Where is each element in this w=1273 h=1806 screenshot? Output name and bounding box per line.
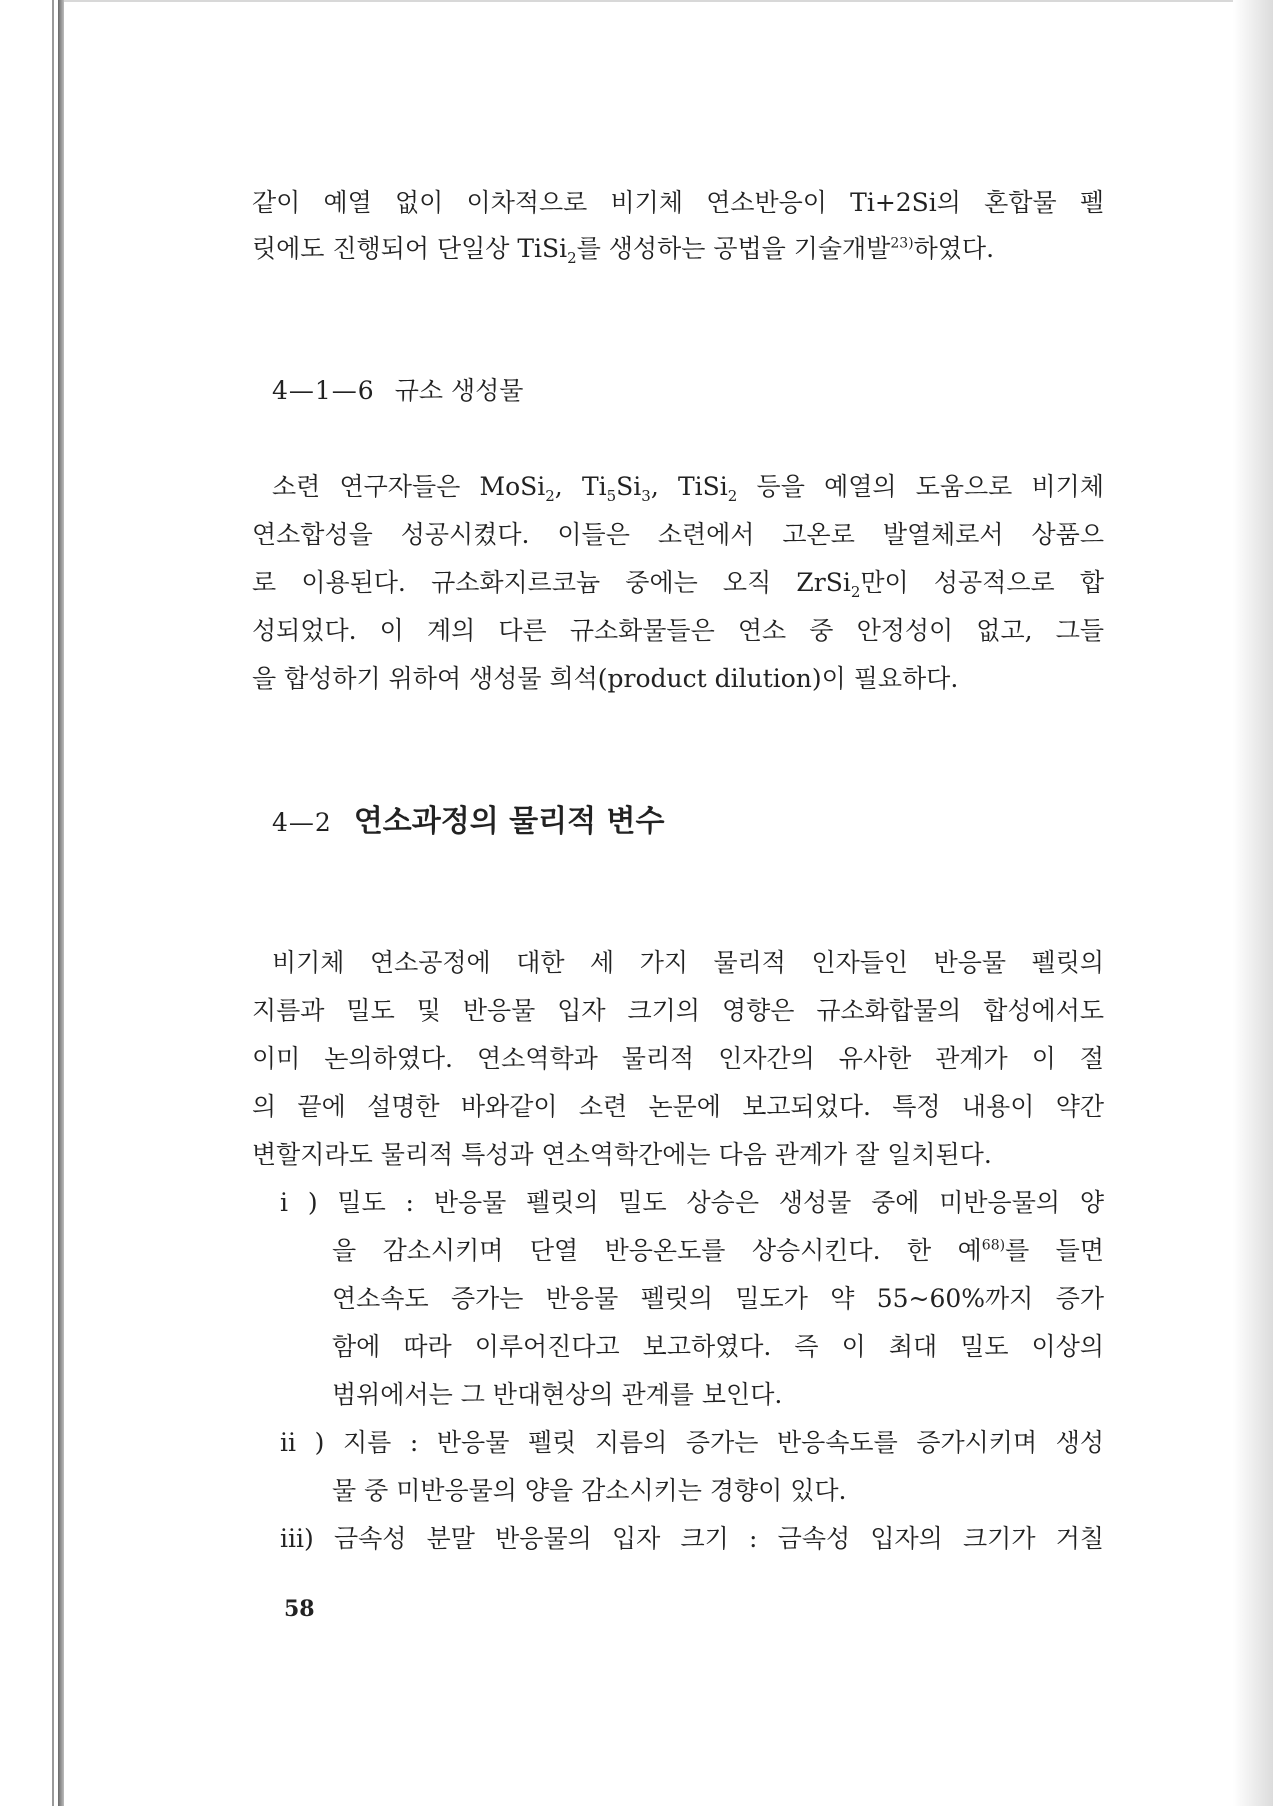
section-42-number: 4—2 [272, 808, 332, 837]
item-1-line-5: 범위에서는 그 반대현상의 관계를 보인다. [332, 1380, 783, 1409]
page-top-edge [64, 0, 1244, 2]
section-416-heading [272, 374, 523, 408]
item-1-line-3: 연소속도 증가는 반응물 펠릿의 밀도가 약 55~60%까지 증가 [332, 1284, 1104, 1313]
s416-line-3: 로 이용된다. 규소화지르코늄 중에는 오직 ZrSi$_2$만이 성공적으로 합 [252, 568, 1104, 601]
s42-line-5: 변할지라도 물리적 특성과 연소역학간에는 다음 관계가 잘 일치된다. [252, 1140, 992, 1169]
s416-line-5: 을 합성하기 위하여 생성물 희석(product dilution)이 필요하다. [252, 664, 959, 693]
item-2-line-2: 물 중 미반응물의 양을 감소시키는 경향이 있다. [332, 1476, 847, 1505]
item-1-line-4: 함에 따라 이루어진다고 보고하였다. 즉 이 최대 밀도 이상의 [332, 1332, 1104, 1361]
s416-line-2: 연소합성을 성공시켰다. 이들은 소련에서 고온로 발열체로서 상품으 [252, 520, 1104, 549]
item-1-line-1: i ) 밀도 : 반응물 펠릿의 밀도 상승은 생성물 중에 미반응물의 양 [280, 1188, 1104, 1217]
s42-line-4: 의 끝에 설명한 바와같이 소련 논문에 보고되었다. 특정 내용이 약간 [252, 1092, 1104, 1121]
s42-line-3: 이미 논의하였다. 연소역학과 물리적 인자간의 유사한 관계가 이 절 [252, 1044, 1104, 1073]
page-number: 58 [284, 1596, 315, 1622]
intro-line-1: 같이 예열 없이 이차적으로 비기체 연소반응이 Ti+2Si의 혼합물 펠 [252, 188, 1104, 217]
section-416-title: 규소 생성물 [394, 376, 524, 405]
s42-line-2: 지름과 밀도 및 반응물 입자 크기의 영향은 규소화합물의 합성에서도 [252, 996, 1104, 1025]
s416-line-4: 성되었다. 이 계의 다른 규소화물들은 연소 중 안정성이 없고, 그들 [252, 616, 1104, 645]
item-2-line-1: ii ) 지름 : 반응물 펠릿 지름의 증가는 반응속도를 증가시키며 생성 [280, 1428, 1104, 1457]
section-42-title: 연소과정의 물리적 변수 [353, 804, 665, 839]
item-1-line-2: 을 감소시키며 단열 반응온도를 상승시킨다. 한 예$^{68)}$를 들면 [332, 1236, 1104, 1265]
item-3-line-1: iii) 금속성 분말 반응물의 입자 크기 : 금속성 입자의 크기가 거칠 [280, 1524, 1104, 1553]
section-416-number: 4—1—6 [272, 376, 375, 405]
s42-line-1: 비기체 연소공정에 대한 세 가지 물리적 인자들인 반응물 펠릿의 [272, 948, 1104, 977]
section-42-heading [272, 802, 665, 843]
page-right-shadow [1233, 0, 1273, 1806]
s416-line-1: 소련 연구자들은 MoSi$_2$, $Ti_5Si_3$, TiSi$_2$ 등을 예열의 도움으로 비기체 [272, 472, 1104, 505]
page-edge-line [52, 0, 54, 1806]
intro-line-2: 릿에도 진행되어 단일상 TiSi$_2$를 생성하는 공법을 기술개발$^{23)}$하였다. [252, 234, 995, 267]
